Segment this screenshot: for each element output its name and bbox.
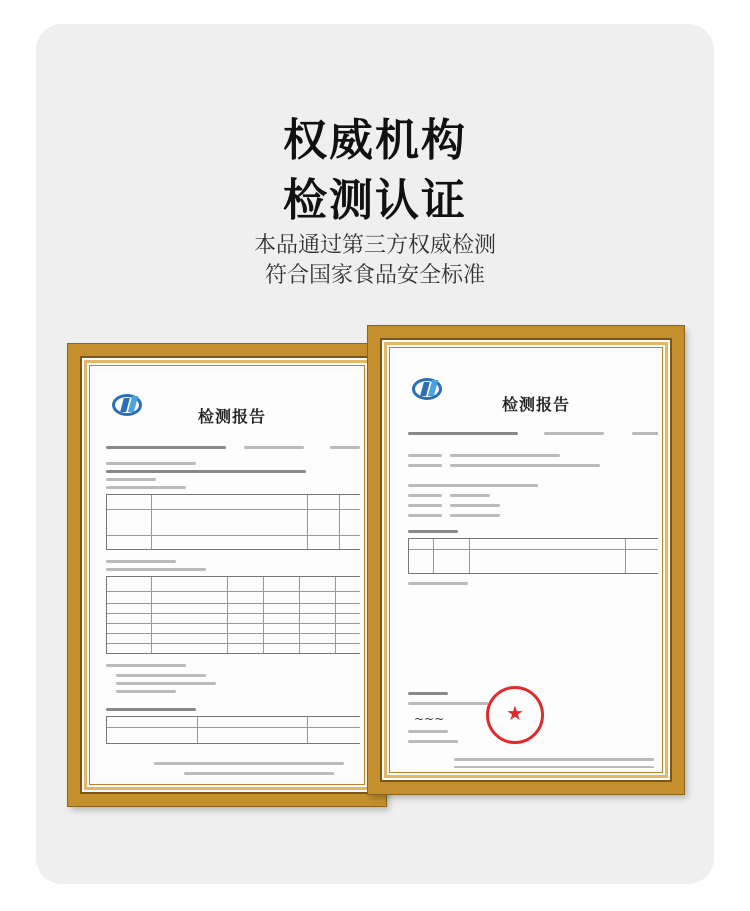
blurred-text bbox=[106, 462, 196, 465]
blurred-text bbox=[408, 514, 442, 517]
certificate-paper-left bbox=[94, 370, 360, 780]
blurred-text bbox=[106, 486, 186, 489]
blurred-text bbox=[106, 470, 306, 473]
blurred-text bbox=[116, 690, 176, 693]
lab-logo-icon bbox=[410, 376, 446, 404]
blurred-text bbox=[408, 494, 442, 497]
certificate-title-left: 检测报告 bbox=[198, 407, 267, 426]
blurred-text bbox=[450, 464, 600, 467]
blurred-text bbox=[408, 530, 458, 533]
blurred-text bbox=[454, 758, 654, 761]
signature-mark: ~~~ bbox=[414, 712, 445, 726]
blurred-text bbox=[106, 478, 156, 481]
blurred-text bbox=[450, 454, 560, 457]
blurred-text bbox=[408, 692, 448, 695]
results-table-2 bbox=[106, 576, 360, 654]
blurred-text bbox=[106, 560, 176, 563]
blurred-text bbox=[106, 568, 206, 571]
lab-logo-icon bbox=[110, 392, 146, 420]
headline-line-2: 检测认证 bbox=[283, 175, 467, 226]
blurred-text bbox=[408, 484, 538, 487]
blurred-text bbox=[632, 432, 658, 435]
blurred-text bbox=[450, 514, 500, 517]
blurred-text bbox=[408, 740, 458, 743]
blurred-text bbox=[408, 504, 442, 507]
blurred-text bbox=[184, 772, 334, 775]
blurred-text bbox=[116, 674, 206, 677]
blurred-text bbox=[106, 446, 226, 449]
blurred-text bbox=[450, 504, 500, 507]
blurred-text bbox=[454, 766, 654, 768]
blurred-text bbox=[244, 446, 304, 449]
headline-line-1: 权威机构 bbox=[283, 115, 467, 166]
certificate-frame-right bbox=[368, 326, 684, 794]
blurred-text bbox=[116, 682, 216, 685]
blurred-text bbox=[408, 730, 448, 733]
blurred-text bbox=[408, 432, 518, 435]
blurred-text bbox=[330, 446, 360, 449]
certificate-frame-left bbox=[68, 344, 386, 806]
blurred-text bbox=[408, 454, 442, 457]
blurred-text bbox=[408, 582, 468, 585]
results-table-1 bbox=[106, 494, 360, 550]
blurred-text bbox=[408, 464, 442, 467]
blurred-text bbox=[106, 664, 186, 667]
subheading-line-2: 符合国家食品安全标准 bbox=[264, 263, 485, 288]
results-table-right bbox=[408, 538, 658, 574]
blurred-text bbox=[154, 762, 344, 765]
blurred-text bbox=[106, 708, 196, 711]
certificate-paper-right bbox=[394, 352, 658, 768]
results-table-3 bbox=[106, 716, 360, 744]
blurred-text bbox=[544, 432, 604, 435]
official-seal-icon: ★ bbox=[486, 686, 544, 744]
subheading-line-1: 本品通过第三方权威检测 bbox=[253, 233, 496, 258]
blurred-text bbox=[408, 702, 488, 705]
blurred-text bbox=[450, 494, 490, 497]
certificate-title-right: 检测报告 bbox=[502, 395, 571, 414]
